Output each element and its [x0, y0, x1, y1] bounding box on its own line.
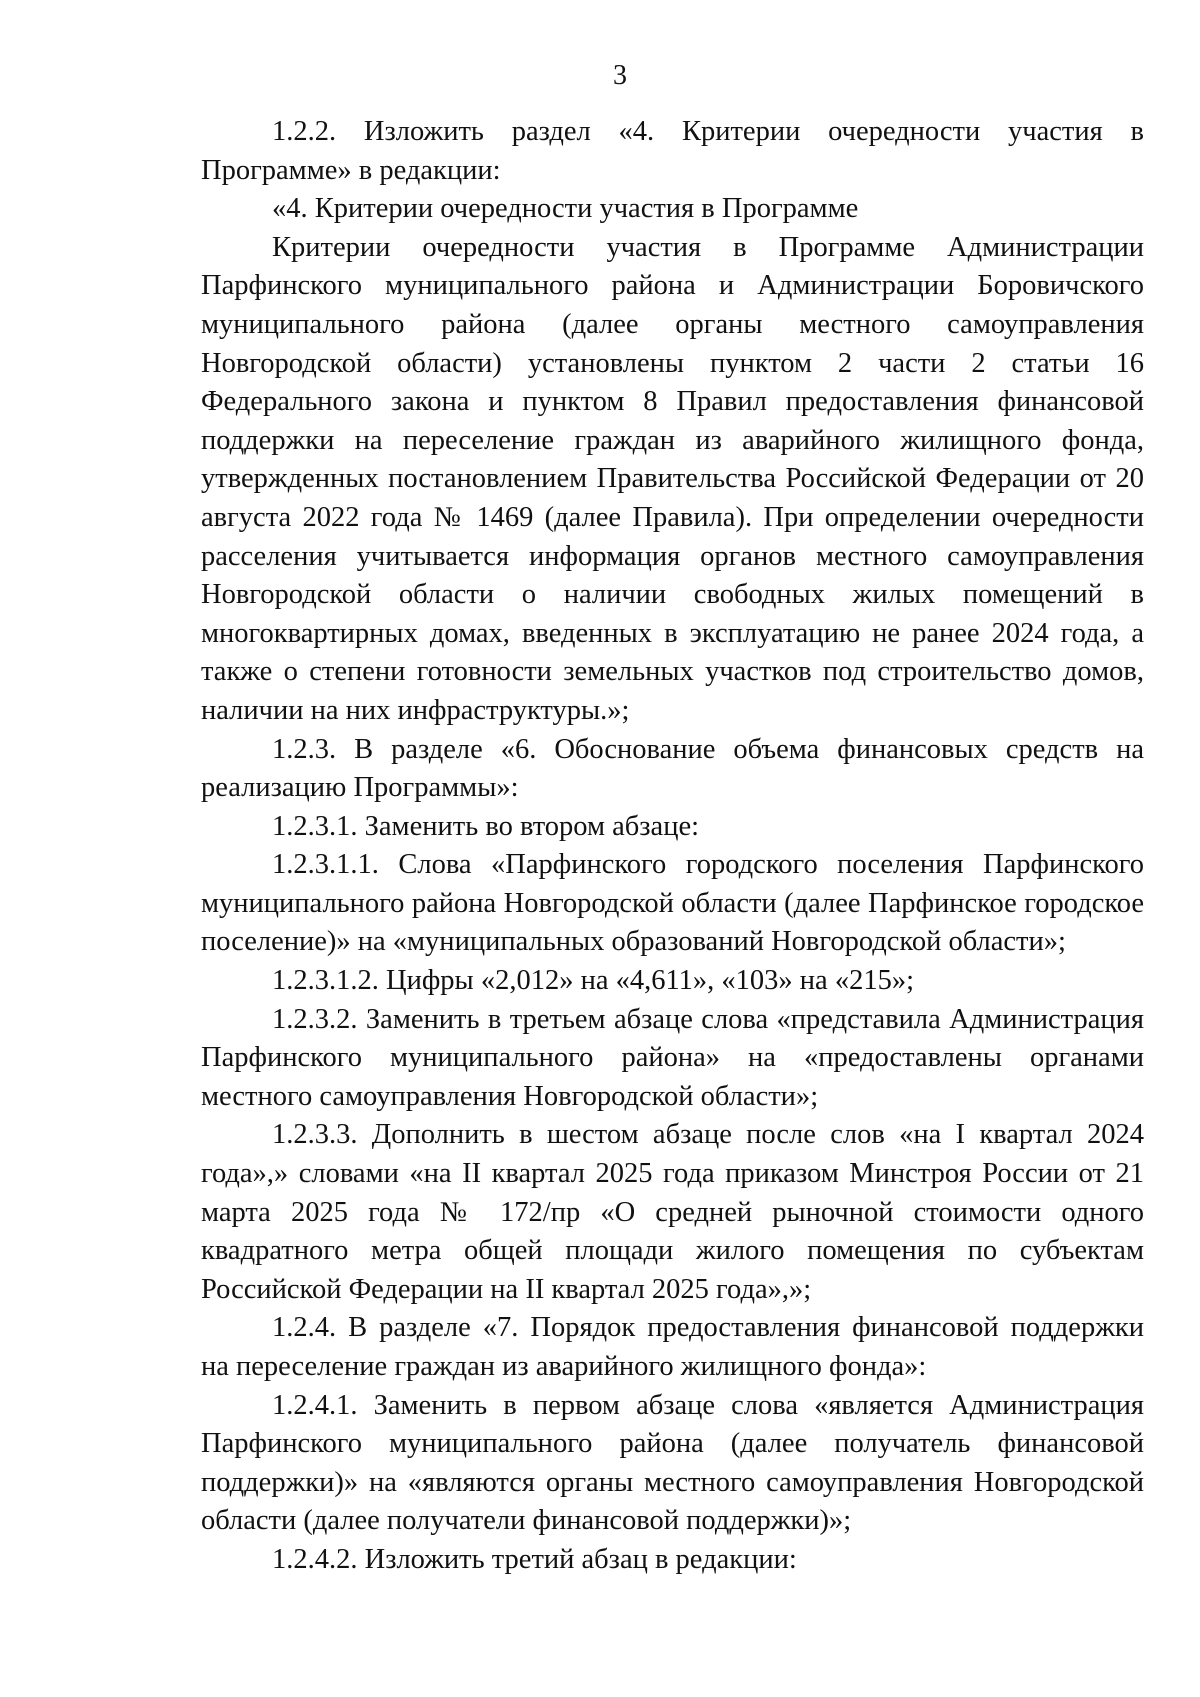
paragraph-1-2-2: 1.2.2. Изложить раздел «4. Критерии очередности участия в Программе» в редакции:: [201, 116, 1144, 186]
paragraph-1-2-3-1-1: 1.2.3.1.1. Слова «Парфинского городского поселения Парфинского муниципального района Новгородской области (далее Парфинское городское поселение)» на «муниципальных образований Новгородской области»;: [201, 849, 1144, 958]
paragraph-1-2-3-2: 1.2.3.2. Заменить в третьем абзаце слова «представила Администрация Парфинского муниципального района» на «предоставлены органами местного самоуправления Новгородской области»;: [201, 1003, 1144, 1112]
section-4-heading: «4. Критерии очередности участия в Программе: [272, 193, 859, 225]
paragraph-1-2-4-2: 1.2.4.2. Изложить третий абзац в редакции:: [272, 1543, 797, 1575]
paragraph-1-2-3: 1.2.3. В разделе «6. Обоснование объема финансовых средств на реализацию Программы»:: [201, 733, 1144, 804]
page-number: 3: [613, 60, 627, 91]
paragraph-1-2-3-3: 1.2.3.3. Дополнить в шестом абзаце после слов «на I квартал 2024 года»,» словами «на II квартал 2025 года приказом Минстроя России от 21 марта 2025 года № 172/пр «О средней рыночной стоимости одного квадратного метра общей площади жилого помещения по субъектам Российской Федерации на II квартал 2025 года»,»;: [201, 1119, 1144, 1305]
paragraph-1-2-3-1-2: 1.2.3.1.2. Цифры «2,012» на «4,611», «103» на «215»;: [272, 965, 914, 997]
paragraph-1-2-4: 1.2.4. В разделе «7. Порядок предоставления финансовой поддержки на переселение граждан из аварийного жилищного фонда»:: [201, 1312, 1144, 1382]
paragraph-1-2-3-1: 1.2.3.1. Заменить во втором абзаце:: [272, 810, 700, 842]
document-body: [201, 113, 1144, 1580]
paragraph-1-2-4-1: 1.2.4.1. Заменить в первом абзаце слова «является Администрация Парфинского муниципального района (далее получатель финансовой поддержки)» на «являются органы местного самоуправления Новгородской области (далее получатели финансовой поддержки)»;: [201, 1389, 1144, 1537]
section-4-criteria-text: Критерии очередности участия в Программе Администрации Парфинского муниципального района и Администрации Боровичского муниципального района (далее органы местного самоуправления Новгородской области) установлены пунктом 2 части 2 статьи 16 Федерального закона и пунктом 8 Правил предоставления финансовой поддержки на переселение граждан из аварийного жилищного фонда, утвержденных постановлением Правительства Российской Федерации от 20 августа 2022 года № 1469 (далее Правила). При определении очередности расселения учитывается информация органов местного самоуправления Новгородской области о наличии свободных жилых помещений в многоквартирных домах, введенных в эксплуатацию не ранее 2024 года, а также о степени готовности земельных участков под строительство домов, наличии на них инфраструктуры.»;: [201, 231, 1144, 726]
